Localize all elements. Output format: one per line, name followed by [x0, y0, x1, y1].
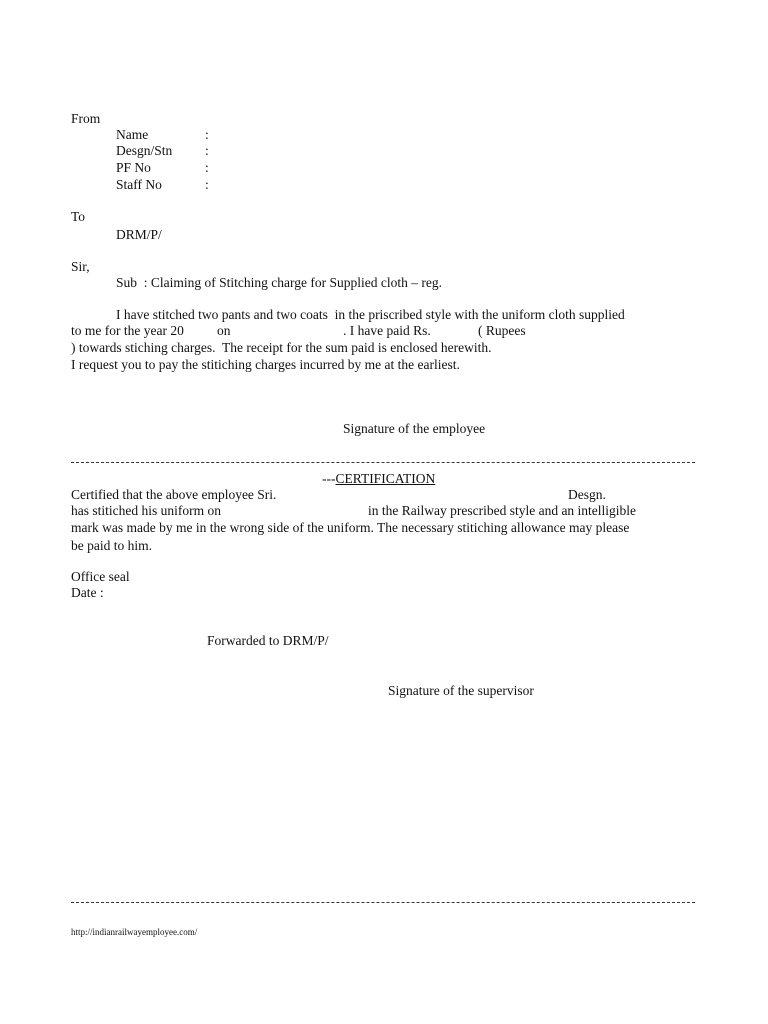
field-sep-pfno: :	[205, 160, 209, 175]
salutation: Sir,	[71, 259, 90, 274]
forwarded-to: Forwarded to DRM/P/	[207, 633, 329, 648]
body-line-2-rupees: ( Rupees	[478, 323, 526, 338]
cert-line-3: mark was made by me in the wrong side of the uniform. The necessary stitiching allowance may please	[71, 520, 630, 535]
divider-top	[71, 462, 695, 463]
field-sep-staffno: :	[205, 177, 209, 192]
certification-heading	[322, 470, 435, 487]
field-label-name: Name	[116, 127, 149, 142]
body-line-2-on: on	[217, 323, 231, 338]
date-label: Date :	[71, 585, 104, 600]
cert-line-1-desgn: Desgn.	[568, 487, 606, 502]
cert-line-4: be paid to him.	[71, 538, 152, 553]
cert-line-1: Certified that the above employee Sri.	[71, 487, 277, 502]
body-line-1: I have stitched two pants and two coats in the priscribed style with the uniform cloth supplied	[116, 307, 625, 322]
certification-prefix: ---	[322, 471, 336, 486]
body-line-4: I request you to pay the stitiching charges incurred by me at the earliest.	[71, 357, 460, 372]
field-label-desgn: Desgn/Stn	[116, 143, 173, 158]
field-label-staffno: Staff No	[116, 177, 162, 192]
to-value: DRM/P/	[116, 227, 162, 242]
subject-line: Sub : Claiming of Stitching charge for Supplied cloth – reg.	[116, 275, 442, 290]
footer-url: http://indianrailwayemployee.com/	[71, 927, 198, 937]
field-label-pfno: PF No	[116, 160, 151, 175]
cert-line-2-rest: in the Railway prescribed style and an intelligible	[368, 503, 637, 518]
to-label: To	[71, 209, 86, 224]
field-sep-desgn: :	[205, 143, 209, 158]
employee-signature: Signature of the employee	[343, 421, 486, 436]
certification-title: CERTIFICATION	[335, 471, 436, 486]
supervisor-signature: Signature of the supervisor	[388, 683, 534, 698]
body-line-2-year: to me for the year 20	[71, 323, 184, 338]
body-line-2-paid: . I have paid Rs.	[343, 323, 431, 338]
from-label: From	[71, 111, 101, 126]
cert-line-2: has stitiched his uniform on	[71, 503, 221, 518]
field-sep-name: :	[205, 127, 209, 142]
body-line-3: ) towards stiching charges. The receipt for the sum paid is enclosed herewith.	[71, 340, 492, 355]
divider-bottom	[71, 902, 695, 903]
office-seal-label: Office seal	[71, 569, 130, 584]
